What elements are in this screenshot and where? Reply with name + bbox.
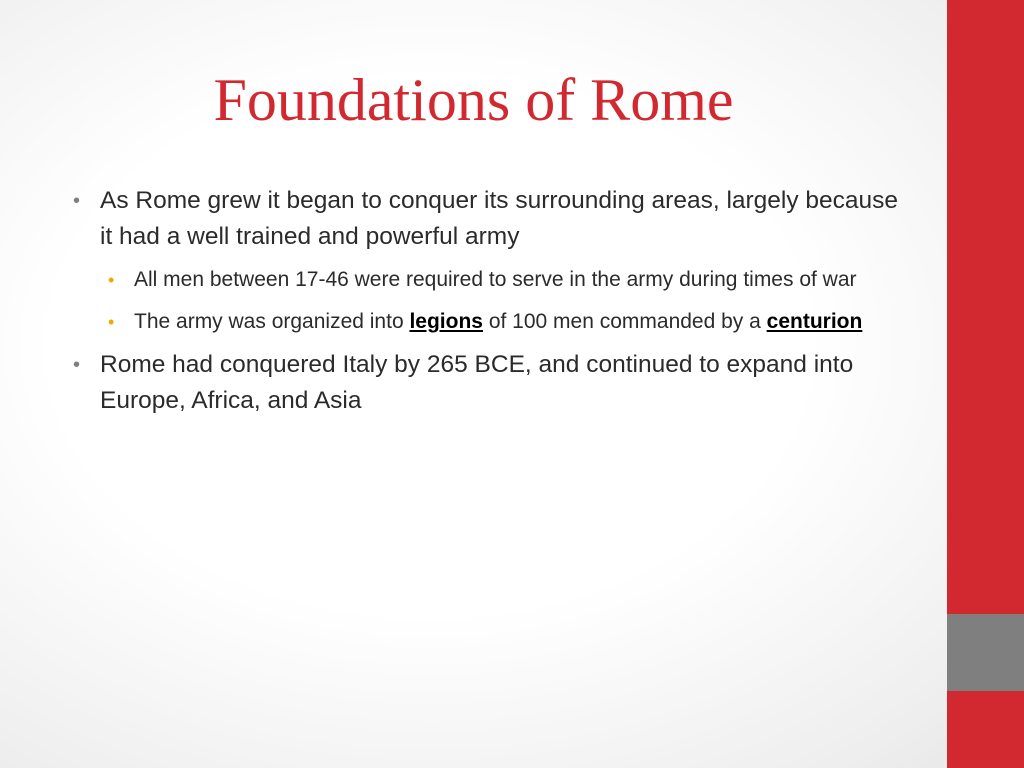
keyword-legions: legions <box>409 310 483 333</box>
slide-title: Foundations of Rome <box>213 67 734 133</box>
bullet-item <box>70 347 910 419</box>
side-accent-bar-middle <box>947 614 1024 691</box>
bullet-dot-icon: • <box>73 354 81 376</box>
bullet-item <box>70 183 910 255</box>
sub-bullet-item <box>70 305 910 339</box>
sub-bullet-dot-icon: • <box>108 270 115 290</box>
bullet-text: Rome had conquered Italy by 265 BCE, and continued to expand into Europe, Africa, and Asia <box>100 351 854 414</box>
bullet-dot-icon: • <box>73 190 81 212</box>
side-accent-bar-top <box>947 0 1024 614</box>
sub-bullet-item <box>70 263 910 297</box>
bullet-text: As Rome grew it began to conquer its surrounding areas, largely because it had a well trained and powerful army <box>100 187 899 250</box>
sub-bullet-text-before: The army was organized into <box>134 310 410 333</box>
sub-bullet-dot-icon: • <box>108 312 115 332</box>
sub-bullet-list <box>70 263 910 339</box>
side-accent-bar-bottom <box>947 691 1024 768</box>
slide-content <box>70 183 910 427</box>
sub-bullet-text: All men between 17-46 were required to serve in the army during times of war <box>134 268 857 291</box>
sub-bullet-text-middle: of 100 men commanded by a <box>482 310 767 333</box>
keyword-centurion: centurion <box>766 310 863 333</box>
